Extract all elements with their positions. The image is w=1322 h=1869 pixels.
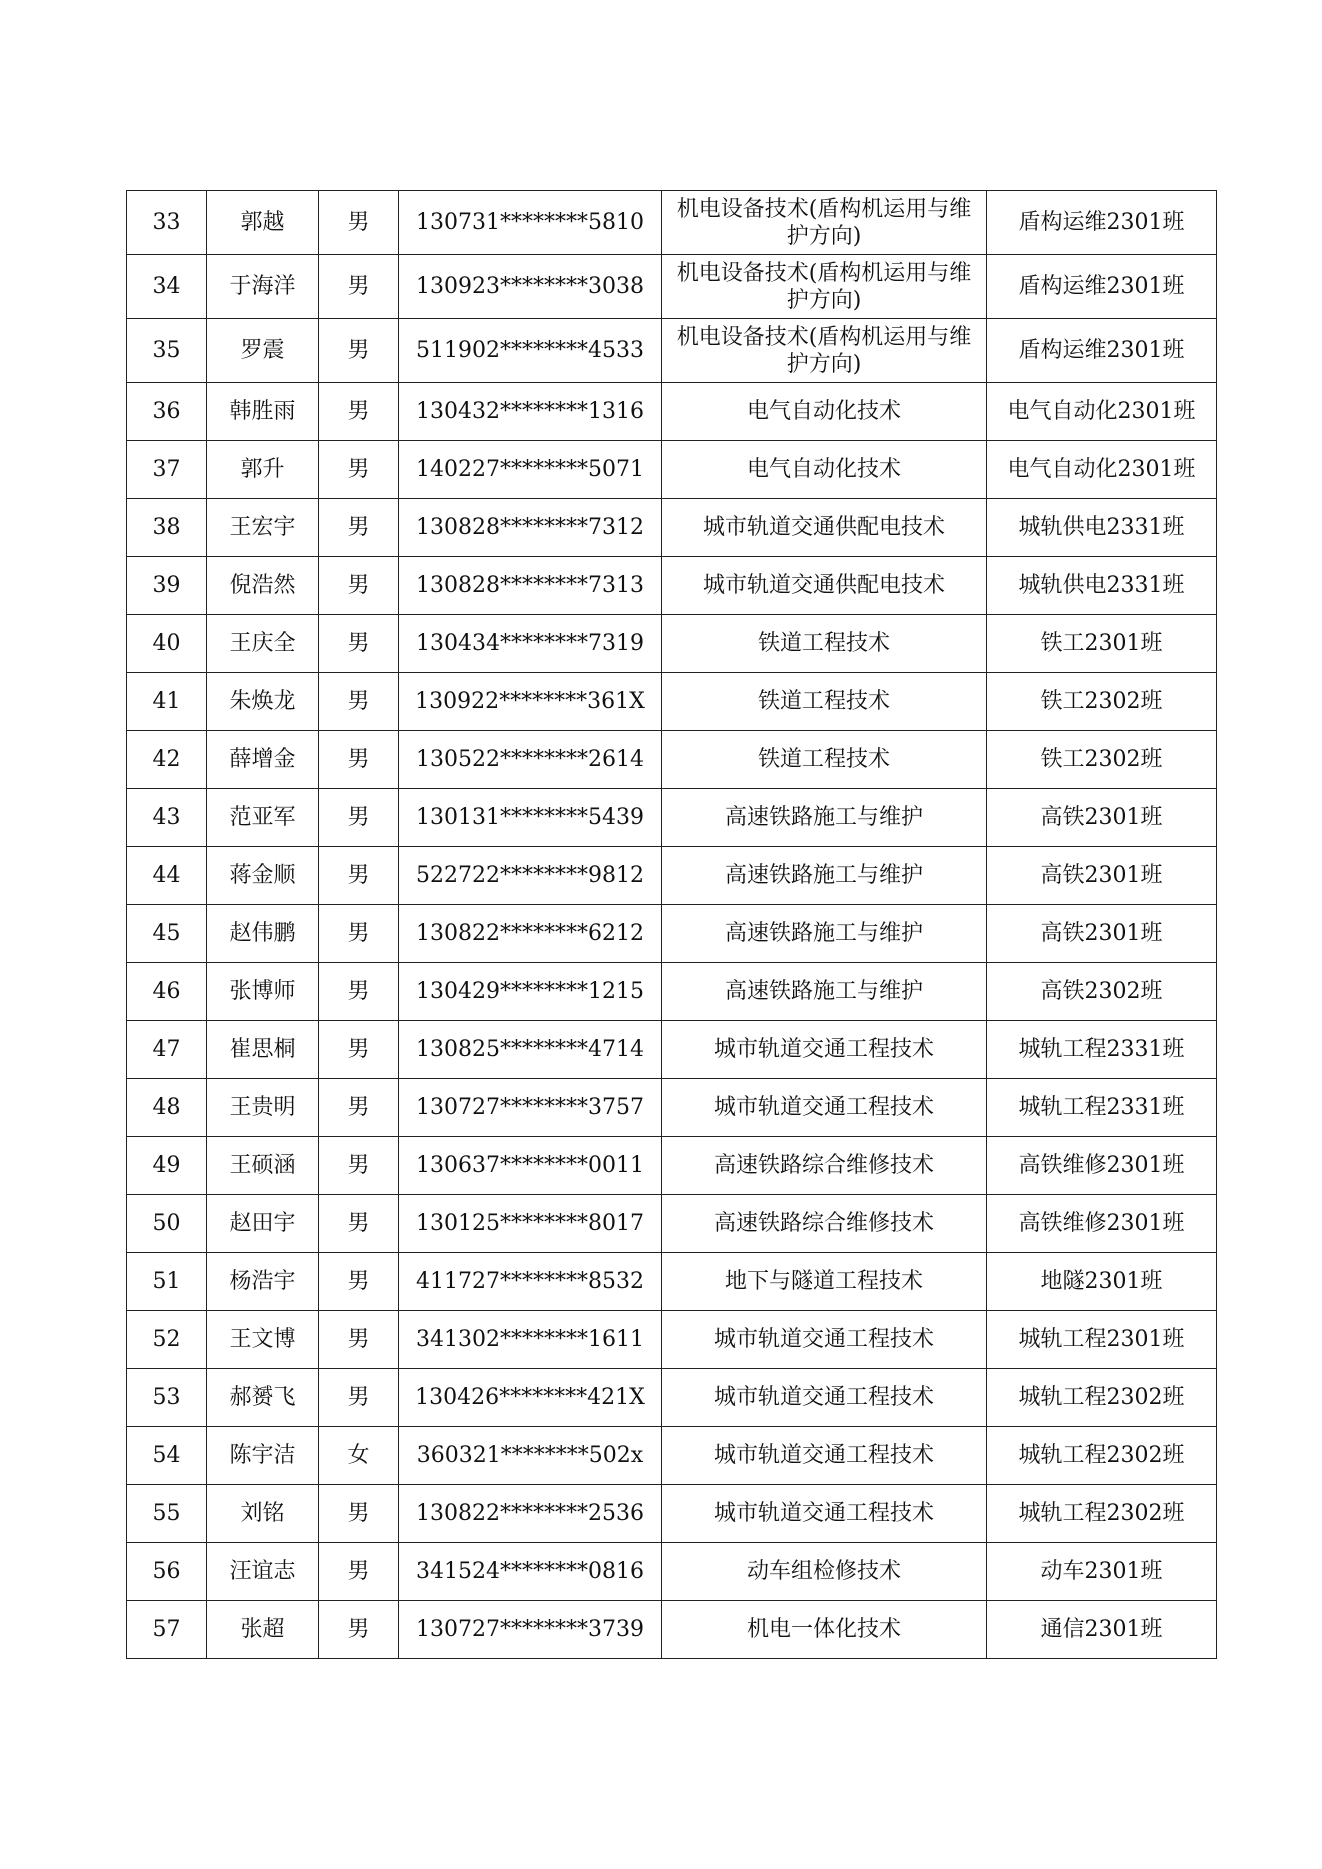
- table-row: [127, 1195, 1217, 1253]
- gender-cell: 女: [319, 1427, 399, 1485]
- major-cell: 电气自动化技术: [662, 441, 987, 499]
- id-number-cell: 341524********0816: [399, 1543, 662, 1601]
- id-number-cell: 130822********2536: [399, 1485, 662, 1543]
- row-number-cell: 49: [127, 1137, 207, 1195]
- row-number-cell: 34: [127, 255, 207, 319]
- id-number-cell: 130522********2614: [399, 731, 662, 789]
- major-cell: 高速铁路综合维修技术: [662, 1137, 987, 1195]
- id-number-cell: 130825********4714: [399, 1021, 662, 1079]
- id-number-cell: 130637********0011: [399, 1137, 662, 1195]
- row-number-cell: 39: [127, 557, 207, 615]
- row-number-cell: 40: [127, 615, 207, 673]
- class-cell: 高铁2301班: [987, 905, 1217, 963]
- row-number-cell: 36: [127, 383, 207, 441]
- id-number-cell: 130822********6212: [399, 905, 662, 963]
- id-number-cell: 130828********7312: [399, 499, 662, 557]
- row-number-cell: 55: [127, 1485, 207, 1543]
- class-cell: 城轨供电2331班: [987, 499, 1217, 557]
- student-name-cell: 崔思桐: [207, 1021, 319, 1079]
- row-number-cell: 44: [127, 847, 207, 905]
- row-number-cell: 56: [127, 1543, 207, 1601]
- major-cell: 城市轨道交通工程技术: [662, 1021, 987, 1079]
- row-number-cell: 38: [127, 499, 207, 557]
- class-cell: 高铁2301班: [987, 789, 1217, 847]
- id-number-cell: 130727********3739: [399, 1601, 662, 1659]
- row-number-cell: 33: [127, 191, 207, 255]
- id-number-cell: 522722********9812: [399, 847, 662, 905]
- table-row: [127, 847, 1217, 905]
- table-row: [127, 1485, 1217, 1543]
- student-name-cell: 于海洋: [207, 255, 319, 319]
- major-cell: 城市轨道交通工程技术: [662, 1079, 987, 1137]
- student-name-cell: 薛增金: [207, 731, 319, 789]
- table-row: [127, 191, 1217, 255]
- row-number-cell: 53: [127, 1369, 207, 1427]
- class-cell: 城轨工程2301班: [987, 1311, 1217, 1369]
- major-cell: 城市轨道交通工程技术: [662, 1485, 987, 1543]
- gender-cell: 男: [319, 383, 399, 441]
- student-name-cell: 赵伟鹏: [207, 905, 319, 963]
- student-name-cell: 王贵明: [207, 1079, 319, 1137]
- class-cell: 高铁2302班: [987, 963, 1217, 1021]
- row-number-cell: 50: [127, 1195, 207, 1253]
- table-row: [127, 731, 1217, 789]
- major-cell: 机电一体化技术: [662, 1601, 987, 1659]
- major-cell: 动车组检修技术: [662, 1543, 987, 1601]
- table-row: [127, 499, 1217, 557]
- table-row: [127, 615, 1217, 673]
- table-row: [127, 1253, 1217, 1311]
- class-cell: 铁工2302班: [987, 673, 1217, 731]
- student-name-cell: 倪浩然: [207, 557, 319, 615]
- table-row: [127, 905, 1217, 963]
- gender-cell: 男: [319, 1543, 399, 1601]
- student-name-cell: 王硕涵: [207, 1137, 319, 1195]
- class-cell: 高铁维修2301班: [987, 1137, 1217, 1195]
- gender-cell: 男: [319, 789, 399, 847]
- id-number-cell: 130434********7319: [399, 615, 662, 673]
- gender-cell: 男: [319, 1195, 399, 1253]
- major-cell: 铁道工程技术: [662, 673, 987, 731]
- student-name-cell: 汪谊志: [207, 1543, 319, 1601]
- class-cell: 城轨工程2302班: [987, 1485, 1217, 1543]
- table-row: [127, 673, 1217, 731]
- student-name-cell: 杨浩宇: [207, 1253, 319, 1311]
- major-cell: 机电设备技术(盾构机运用与维护方向): [662, 255, 987, 319]
- id-number-cell: 130125********8017: [399, 1195, 662, 1253]
- student-name-cell: 王文博: [207, 1311, 319, 1369]
- gender-cell: 男: [319, 1369, 399, 1427]
- id-number-cell: 511902********4533: [399, 319, 662, 383]
- gender-cell: 男: [319, 441, 399, 499]
- major-cell: 高速铁路施工与维护: [662, 905, 987, 963]
- table-row: [127, 441, 1217, 499]
- gender-cell: 男: [319, 731, 399, 789]
- row-number-cell: 57: [127, 1601, 207, 1659]
- student-name-cell: 范亚军: [207, 789, 319, 847]
- major-cell: 城市轨道交通供配电技术: [662, 557, 987, 615]
- gender-cell: 男: [319, 1311, 399, 1369]
- table-row: [127, 255, 1217, 319]
- student-name-cell: 赵田宇: [207, 1195, 319, 1253]
- row-number-cell: 41: [127, 673, 207, 731]
- major-cell: 地下与隧道工程技术: [662, 1253, 987, 1311]
- id-number-cell: 130922********361X: [399, 673, 662, 731]
- major-cell: 高速铁路施工与维护: [662, 847, 987, 905]
- gender-cell: 男: [319, 499, 399, 557]
- table-row: [127, 1369, 1217, 1427]
- student-name-cell: 郝赟飞: [207, 1369, 319, 1427]
- row-number-cell: 51: [127, 1253, 207, 1311]
- table-row: [127, 1311, 1217, 1369]
- table-row: [127, 557, 1217, 615]
- major-cell: 铁道工程技术: [662, 731, 987, 789]
- gender-cell: 男: [319, 847, 399, 905]
- class-cell: 高铁维修2301班: [987, 1195, 1217, 1253]
- row-number-cell: 52: [127, 1311, 207, 1369]
- row-number-cell: 54: [127, 1427, 207, 1485]
- row-number-cell: 37: [127, 441, 207, 499]
- class-cell: 铁工2301班: [987, 615, 1217, 673]
- major-cell: 城市轨道交通供配电技术: [662, 499, 987, 557]
- gender-cell: 男: [319, 673, 399, 731]
- class-cell: 电气自动化2301班: [987, 383, 1217, 441]
- table-row: [127, 1543, 1217, 1601]
- class-cell: 盾构运维2301班: [987, 191, 1217, 255]
- id-number-cell: 130727********3757: [399, 1079, 662, 1137]
- id-number-cell: 130432********1316: [399, 383, 662, 441]
- class-cell: 盾构运维2301班: [987, 319, 1217, 383]
- student-name-cell: 王宏宇: [207, 499, 319, 557]
- major-cell: 城市轨道交通工程技术: [662, 1311, 987, 1369]
- row-number-cell: 35: [127, 319, 207, 383]
- gender-cell: 男: [319, 1079, 399, 1137]
- student-name-cell: 朱焕龙: [207, 673, 319, 731]
- major-cell: 机电设备技术(盾构机运用与维护方向): [662, 191, 987, 255]
- id-number-cell: 130426********421X: [399, 1369, 662, 1427]
- class-cell: 通信2301班: [987, 1601, 1217, 1659]
- gender-cell: 男: [319, 191, 399, 255]
- student-name-cell: 王庆全: [207, 615, 319, 673]
- major-cell: 电气自动化技术: [662, 383, 987, 441]
- student-name-cell: 罗震: [207, 319, 319, 383]
- id-number-cell: 360321********502x: [399, 1427, 662, 1485]
- gender-cell: 男: [319, 1253, 399, 1311]
- table-row: [127, 1137, 1217, 1195]
- table-row: [127, 1021, 1217, 1079]
- gender-cell: 男: [319, 1137, 399, 1195]
- table-row: [127, 789, 1217, 847]
- student-name-cell: 陈宇洁: [207, 1427, 319, 1485]
- student-name-cell: 郭升: [207, 441, 319, 499]
- student-name-cell: 张超: [207, 1601, 319, 1659]
- class-cell: 电气自动化2301班: [987, 441, 1217, 499]
- id-number-cell: 130828********7313: [399, 557, 662, 615]
- major-cell: 城市轨道交通工程技术: [662, 1369, 987, 1427]
- gender-cell: 男: [319, 615, 399, 673]
- row-number-cell: 45: [127, 905, 207, 963]
- id-number-cell: 411727********8532: [399, 1253, 662, 1311]
- class-cell: 城轨工程2331班: [987, 1079, 1217, 1137]
- gender-cell: 男: [319, 255, 399, 319]
- id-number-cell: 130923********3038: [399, 255, 662, 319]
- id-number-cell: 130429********1215: [399, 963, 662, 1021]
- gender-cell: 男: [319, 319, 399, 383]
- table-row: [127, 1601, 1217, 1659]
- roster-body: [127, 191, 1217, 1659]
- student-name-cell: 刘铭: [207, 1485, 319, 1543]
- class-cell: 城轨工程2302班: [987, 1369, 1217, 1427]
- gender-cell: 男: [319, 1601, 399, 1659]
- gender-cell: 男: [319, 1021, 399, 1079]
- gender-cell: 男: [319, 963, 399, 1021]
- class-cell: 城轨工程2331班: [987, 1021, 1217, 1079]
- table-row: [127, 383, 1217, 441]
- class-cell: 盾构运维2301班: [987, 255, 1217, 319]
- id-number-cell: 130131********5439: [399, 789, 662, 847]
- major-cell: 高速铁路施工与维护: [662, 789, 987, 847]
- class-cell: 城轨供电2331班: [987, 557, 1217, 615]
- student-name-cell: 韩胜雨: [207, 383, 319, 441]
- row-number-cell: 42: [127, 731, 207, 789]
- student-name-cell: 张博师: [207, 963, 319, 1021]
- student-roster-table: [126, 190, 1217, 1659]
- row-number-cell: 43: [127, 789, 207, 847]
- gender-cell: 男: [319, 905, 399, 963]
- row-number-cell: 47: [127, 1021, 207, 1079]
- row-number-cell: 48: [127, 1079, 207, 1137]
- gender-cell: 男: [319, 557, 399, 615]
- table-row: [127, 1427, 1217, 1485]
- major-cell: 城市轨道交通工程技术: [662, 1427, 987, 1485]
- id-number-cell: 140227********5071: [399, 441, 662, 499]
- major-cell: 高速铁路综合维修技术: [662, 1195, 987, 1253]
- student-name-cell: 蒋金顺: [207, 847, 319, 905]
- major-cell: 铁道工程技术: [662, 615, 987, 673]
- student-name-cell: 郭越: [207, 191, 319, 255]
- row-number-cell: 46: [127, 963, 207, 1021]
- id-number-cell: 341302********1611: [399, 1311, 662, 1369]
- class-cell: 动车2301班: [987, 1543, 1217, 1601]
- class-cell: 地隧2301班: [987, 1253, 1217, 1311]
- gender-cell: 男: [319, 1485, 399, 1543]
- table-row: [127, 319, 1217, 383]
- table-row: [127, 963, 1217, 1021]
- class-cell: 铁工2302班: [987, 731, 1217, 789]
- class-cell: 高铁2301班: [987, 847, 1217, 905]
- major-cell: 高速铁路施工与维护: [662, 963, 987, 1021]
- table-row: [127, 1079, 1217, 1137]
- major-cell: 机电设备技术(盾构机运用与维护方向): [662, 319, 987, 383]
- class-cell: 城轨工程2302班: [987, 1427, 1217, 1485]
- id-number-cell: 130731********5810: [399, 191, 662, 255]
